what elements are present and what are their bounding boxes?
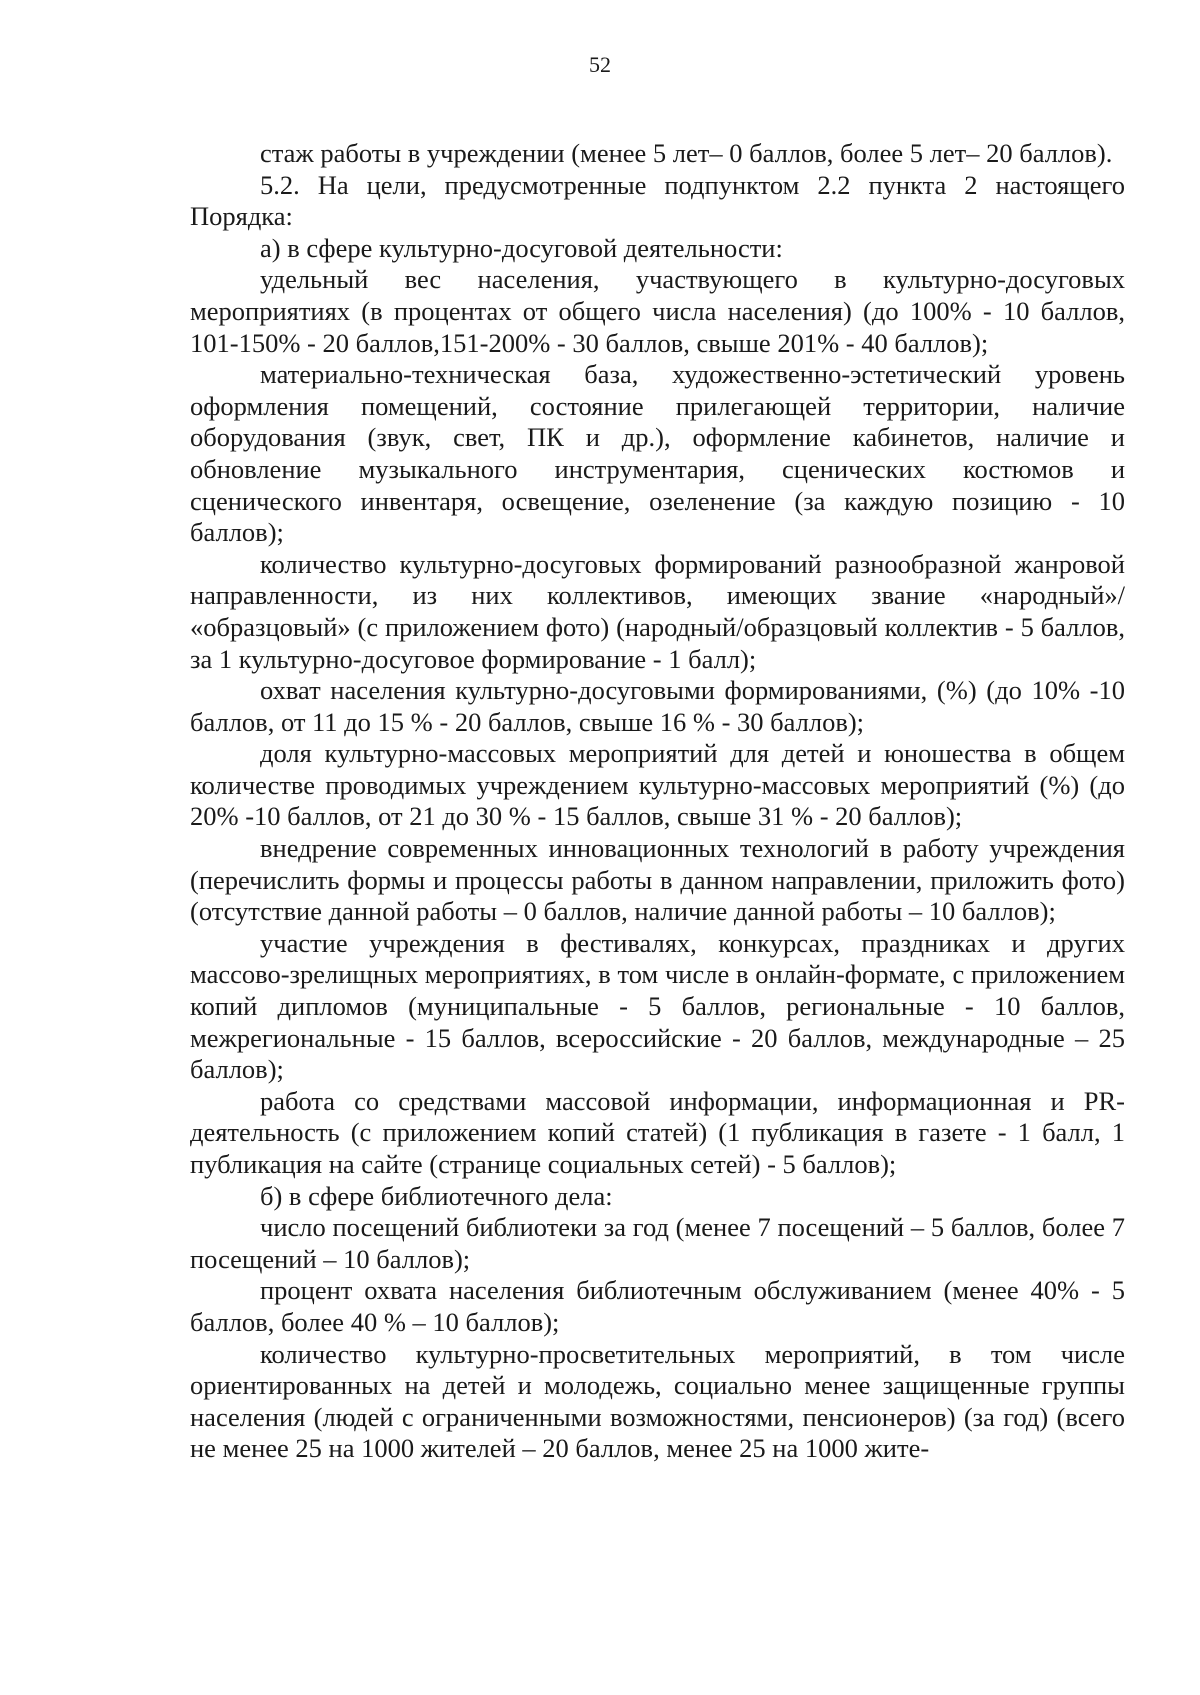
paragraph-library-coverage: процент охвата населения библиотечным обслуживанием (менее 40% - 5 баллов, более 40 % – 10 баллов); xyxy=(190,1275,1125,1337)
paragraph-library-heading: б) в сфере библиотечного дела: xyxy=(260,1180,613,1211)
paragraph-innovation: внедрение современных инновационных технологий в работу учреждения (перечислить формы и процессы работы в данном направлении, приложить фото) (отсутствие данной работы – 0 баллов, наличие данной работы – 10 баллов); xyxy=(190,833,1125,927)
paragraph-section-5-2: 5.2. На цели, предусмотренные подпунктом 2.2 пункта 2 настоящего Порядка: xyxy=(190,169,1125,232)
paragraph-work-experience: стаж работы в учреждении (менее 5 лет– 0 баллов, более 5 лет– 20 баллов). xyxy=(260,138,1113,168)
paragraph-formations-count: количество культурно-досуговых формирований разнообразной жанровой направленности, из них коллективов, имеющих звание «народный»/ «образцовый» (с приложением фото) (народный/образцовый коллектив - 5 баллов, за 1 культурно-досуговое формирование - 1 балл); xyxy=(190,548,1125,674)
paragraph-population-share: удельный вес населения, участвующего в культурно-досуговых мероприятиях (в процентах от общего числа населения) (до 100% - 10 баллов, 101-150% - 20 баллов,151-200% - 30 баллов, свыше 201% - 40 баллов); xyxy=(190,264,1125,358)
paragraph-educational-events: количество культурно-просветительных мероприятий, в том числе ориентированных на детей и молодежь, социально менее защищенные группы населения (людей с ограниченными возможностями, пенсионеров) (за год) (всего не менее 25 на 1000 жителей – 20 баллов, менее 25 на 1000 жите- xyxy=(190,1338,1125,1464)
page-number: 52 xyxy=(589,52,611,77)
paragraph-media-work: работа со средствами массовой информации, информационная и PR-деятельность (с приложением копий статей) (1 публикация в газете - 1 балл, 1 публикация на сайте (странице социальных сетей) - 5 баллов); xyxy=(190,1085,1125,1179)
paragraph-culture-leisure-heading: а) в сфере культурно-досуговой деятельности: xyxy=(260,232,783,263)
document-body xyxy=(190,138,1125,1465)
paragraph-youth-events-share: доля культурно-массовых мероприятий для детей и юношества в общем количестве проводимых учреждением культурно-массовых мероприятий (%) (до 20% -10 баллов, от 21 до 30 % - 15 баллов, свыше 31 % - 20 баллов); xyxy=(190,738,1125,832)
paragraph-festivals: участие учреждения в фестивалях, конкурсах, праздниках и других массово-зрелищных мероприятиях, в том числе в онлайн-формате, с приложением копий дипломов (муниципальные - 5 баллов, региональные - 10 баллов, межрегиональные - 15 баллов, всероссийские - 20 баллов, международные – 25 баллов); xyxy=(190,927,1125,1085)
paragraph-library-visits: число посещений библиотеки за год (менее 7 посещений – 5 баллов, более 7 посещений – 10 баллов); xyxy=(190,1212,1125,1274)
paragraph-material-base: материально-техническая база, художественно-эстетический уровень оформления помещений, состояние прилегающей территории, наличие оборудования (звук, свет, ПК и др.), оформление кабинетов, наличие и обновление музыкального инструментария, сценических костюмов и сценического инвентаря, освещение, озеленение (за каждую позицию - 10 баллов); xyxy=(190,359,1125,548)
paragraph-population-coverage: охват населения культурно-досуговыми формированиями, (%) (до 10% -10 баллов, от 11 до 15 % - 20 баллов, свыше 16 % - 30 баллов); xyxy=(190,675,1125,737)
